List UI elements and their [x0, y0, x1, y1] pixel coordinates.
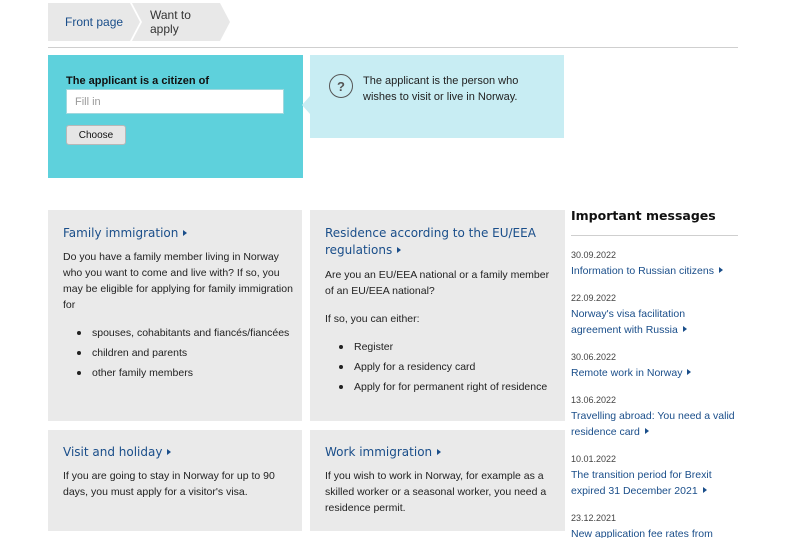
message-date: 23.12.2021 — [571, 513, 617, 523]
work-immigration-title: Work immigration — [325, 445, 433, 459]
message-date: 30.06.2022 — [571, 352, 617, 362]
message-item — [571, 249, 738, 279]
message-item — [571, 512, 738, 538]
message-title: Norway's visa facilitation agreement with Russia — [571, 308, 686, 336]
family-immigration-title: Family immigration — [63, 226, 179, 240]
important-messages — [571, 208, 738, 538]
card-visit-and-holiday — [48, 430, 302, 531]
chevron-right-icon — [719, 267, 723, 273]
breadcrumb — [48, 3, 220, 41]
card-eu-eea-residence — [310, 210, 565, 421]
message-title: Travelling abroad: You need a valid residence card — [571, 410, 735, 438]
breadcrumb-divider — [48, 47, 738, 48]
chevron-right-icon — [167, 449, 171, 455]
citizenship-label: The applicant is a citizen of — [66, 75, 210, 87]
breadcrumb-front-page[interactable]: Front page — [48, 3, 130, 41]
message-link[interactable] — [571, 467, 738, 499]
message-link[interactable] — [571, 263, 738, 279]
info-pointer — [302, 96, 310, 114]
list-item: other family members — [77, 363, 289, 383]
message-link[interactable] — [571, 306, 738, 338]
eu-eea-question-text: Are you an EU/EEA national or a family member of an EU/EEA national? — [325, 269, 550, 297]
citizenship-panel — [48, 55, 303, 178]
eu-eea-residence-title: Residence according to the EU/EEA regulations — [325, 226, 536, 257]
important-messages-divider — [571, 235, 738, 236]
message-link[interactable] — [571, 408, 738, 440]
chevron-right-icon — [645, 428, 649, 434]
chevron-right-icon — [687, 369, 691, 375]
question-circle-icon: ? — [329, 74, 353, 98]
card-family-immigration — [48, 210, 302, 421]
message-link[interactable] — [571, 365, 738, 381]
eu-eea-residence-link[interactable] — [325, 225, 545, 259]
message-item — [571, 292, 738, 338]
list-item: children and parents — [77, 343, 289, 363]
message-item — [571, 394, 738, 440]
family-immigration-text: Do you have a family member living in Norway who you want to come and live with? If so, you may be eligible for applying for family immigration for — [63, 251, 293, 311]
family-immigration-list — [77, 323, 289, 383]
card-work-immigration — [310, 430, 565, 531]
visit-and-holiday-title: Visit and holiday — [63, 445, 163, 459]
message-date: 30.09.2022 — [571, 250, 617, 260]
chevron-right-icon — [397, 247, 401, 253]
work-immigration-text: If you wish to work in Norway, for example as a skilled worker or a seasonal worker, you need a residence permit. — [325, 470, 547, 514]
list-item: Register — [339, 337, 547, 357]
family-immigration-link[interactable] — [63, 225, 187, 242]
list-item: Apply for a residency card — [339, 357, 547, 377]
chevron-right-icon — [703, 487, 707, 493]
message-date: 22.09.2022 — [571, 293, 617, 303]
message-title: Remote work in Norway — [571, 367, 683, 379]
info-text: The applicant is the person who wishes to visit or live in Norway. — [363, 75, 519, 103]
chevron-right-icon — [183, 230, 187, 236]
chevron-right-icon — [683, 326, 687, 332]
message-link[interactable] — [571, 526, 738, 538]
visit-and-holiday-link[interactable] — [63, 444, 171, 461]
eu-eea-options-text: If so, you can either: — [325, 313, 420, 325]
choose-button[interactable]: Choose — [66, 125, 126, 145]
list-item: spouses, cohabitants and fiancés/fiancées — [77, 323, 289, 343]
message-date: 13.06.2022 — [571, 395, 617, 405]
message-item — [571, 453, 738, 499]
message-item — [571, 351, 738, 381]
chevron-right-icon — [437, 449, 441, 455]
visit-and-holiday-text: If you are going to stay in Norway for up to 90 days, you must apply for a visitor's visa. — [63, 470, 275, 498]
citizenship-input[interactable] — [66, 89, 284, 114]
work-immigration-link[interactable] — [325, 444, 441, 461]
breadcrumb-want-to-apply: Want to apply — [132, 3, 220, 41]
message-title: Information to Russian citizens — [571, 265, 714, 277]
eu-eea-options-list — [339, 337, 547, 397]
info-panel — [310, 55, 564, 138]
message-title: The transition period for Brexit expired 31 December 2021 — [571, 469, 712, 497]
message-title: New application fee rates from — [571, 528, 713, 538]
important-messages-title: Important messages — [571, 208, 716, 223]
list-item: Apply for for permanent right of residence — [339, 377, 547, 397]
message-date: 10.01.2022 — [571, 454, 617, 464]
